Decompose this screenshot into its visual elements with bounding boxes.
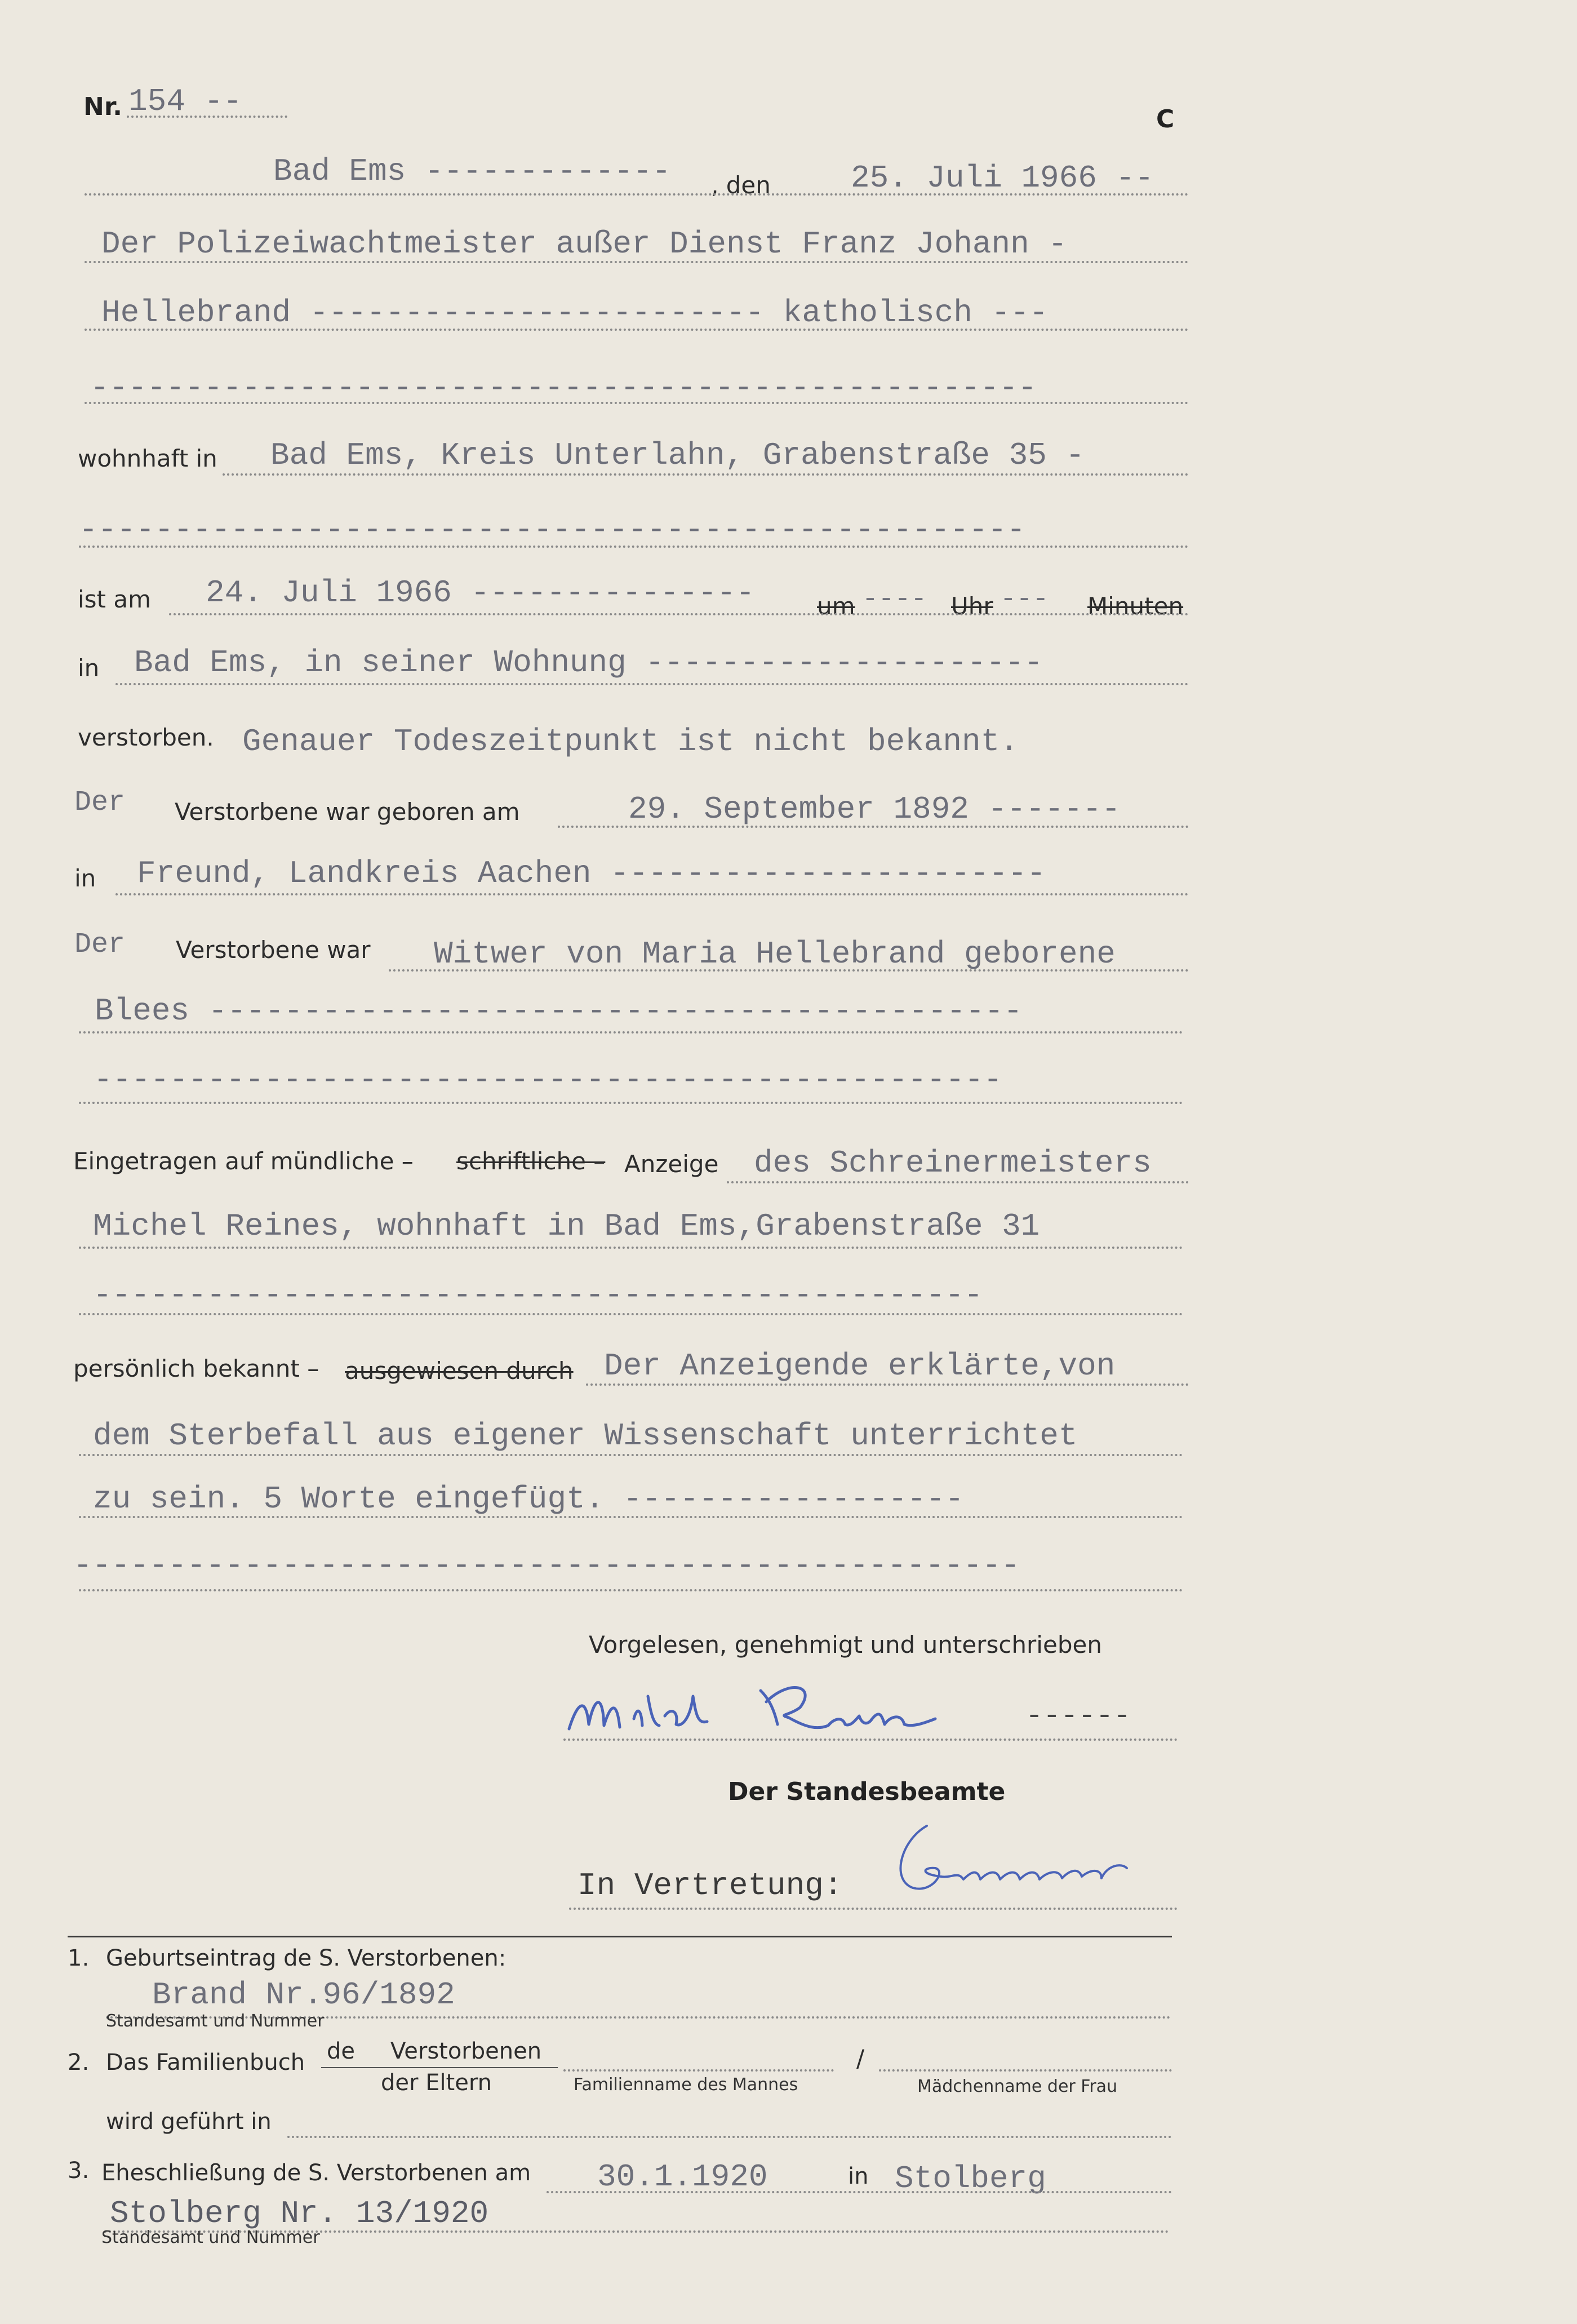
item3-in-label: in [848,2163,869,2189]
dotted-line [563,1738,1178,1741]
um-label-struck: um [817,592,855,620]
birth-value: 29. September 1892 ------- [628,791,1121,827]
date-label: , den [711,171,771,199]
dotted-line [79,1102,1183,1104]
item1-caption: Standesamt und Nummer [106,2011,325,2031]
item2-label: Das Familienbuch [106,2050,305,2075]
dotted-line [85,193,1189,196]
dotted-line [79,1454,1183,1456]
status-label: Verstorbene war [176,936,371,964]
dotted-line [85,402,1189,404]
nr-label: Nr. [83,92,122,121]
dotted-line [558,826,1189,828]
deceased-line-2: Hellebrand ------------------------ katholisch --- [101,295,1049,331]
dotted-line [79,1031,1183,1034]
item3-value: Stolberg Nr. 13/1920 [110,2196,489,2232]
item2-slash: / [856,2044,865,2072]
deceased-line-3: -------------------------------------------------- [90,370,1037,406]
item2-parents-option: der Eltern [381,2070,492,2096]
status-prefix: Der [74,929,126,961]
item1-number: 1. [68,1945,90,1971]
dotted-line [79,1589,1183,1591]
dotted-line [79,1247,1183,1249]
dotted-line [879,2069,1172,2072]
known-cont-1: dem Sterbefall aus eigener Wissenschaft unterrichtet [93,1418,1078,1454]
birth-in-label: in [74,864,96,892]
dotted-line [287,2136,1172,2138]
place-value: Bad Ems ------------- [273,153,671,189]
residence-value: Bad Ems, Kreis Unterlahn, Grabenstraße 35 - [270,437,1085,473]
footer-rule [68,1936,1172,1937]
item2-de: de [327,2038,355,2064]
deputy-label: In Vertretung: [578,1868,843,1904]
dotted-line [547,2191,1172,2193]
dotted-line [569,1908,1178,1910]
known-cont-3: -------------------------------------------------- [73,1547,1020,1584]
item1-value: Brand Nr.96/1892 [152,1977,455,2013]
item1-label: Geburtseintrag de S. Verstorbenen: [106,1945,507,1971]
report-cont-1: Michel Reines, wohnhaft in Bad Ems,Grabenstraße 31 [93,1208,1040,1244]
dash-fill: ---- [862,584,927,615]
status-cont-1: Blees ------------------------------------------- [95,993,1023,1029]
dotted-line [169,613,1189,615]
item2-kept-label: wird geführt in [106,2109,272,2135]
item2-caption-husband: Familienname des Mannes [574,2075,798,2095]
item3-caption: Standesamt und Nummer [101,2228,320,2247]
dotted-line [727,1181,1189,1183]
informant-signature [563,1662,1025,1747]
dotted-line [85,261,1189,263]
birth-in-value: Freund, Landkreis Aachen ----------------------- [137,855,1046,892]
report-value: des Schreinermeisters [754,1145,1152,1181]
item2-deceased-option: Verstorbenen [390,2038,542,2064]
died-on-label: ist am [78,586,152,613]
dotted-line [85,329,1189,331]
dotted-line [389,969,1189,972]
registrar-signature [879,1817,1183,1902]
known-label: persönlich bekannt – [73,1355,319,1382]
dotted-line [223,473,1189,476]
dotted-line [79,1313,1183,1315]
deceased-line-1: Der Polizeiwachtmeister außer Dienst Franz Johann - [101,226,1067,262]
item2-number: 2. [68,2050,90,2075]
date-value: 25. Juli 1966 -- [851,160,1154,196]
residence-cont: -------------------------------------------------- [79,512,1026,548]
known-cont-2: zu sein. 5 Worte eingefügt. ------------------ [93,1481,964,1517]
died-label: verstorben. [78,724,214,751]
fraction-bar [321,2067,558,2068]
birth-label: Verstorbene war geboren am [175,798,520,826]
report-anzeige-label: Anzeige [624,1150,719,1178]
report-label: Eingetragen auf mündliche – [73,1147,414,1175]
minuten-label-struck: Minuten [1087,592,1184,620]
item3-label: Eheschließung de S. Verstorbenen am [101,2160,531,2186]
status-cont-2: ------------------------------------------------ [94,1062,1003,1098]
corner-letter: C [1156,105,1175,134]
dash-fill: --- [1000,584,1049,615]
report-cont-2: ----------------------------------------------- [93,1277,983,1313]
died-in-label: in [78,654,100,682]
birth-prefix: Der [74,787,126,819]
died-note: Genauer Todeszeitpunkt ist nicht bekannt. [242,724,1019,760]
registrar-label: Der Standesbeamte [728,1777,1006,1806]
dotted-line [563,2069,834,2072]
item3-number: 3. [68,2158,90,2184]
item2-caption-wife: Mädchenname der Frau [917,2077,1118,2096]
known-label-struck: ausgewiesen durch [345,1357,574,1385]
informant-dashes: ------ [1025,1700,1131,1733]
report-label-struck: schriftliche – [456,1147,606,1175]
dotted-line [586,1383,1189,1386]
died-on-value: 24. Juli 1966 --------------- [206,575,755,611]
dotted-line [79,1516,1183,1518]
item3-place: Stolberg [895,2161,1046,2197]
dotted-line [116,893,1189,895]
died-in-value: Bad Ems, in seiner Wohnung --------------------- [134,645,1043,681]
uhr-label-struck: Uhr [951,592,993,620]
read-approved-label: Vorgelesen, genehmigt und unterschrieben [589,1631,1102,1658]
nr-dotted-line [127,116,287,118]
known-value: Der Anzeigende erklärte,von [604,1348,1116,1384]
status-value: Witwer von Maria Hellebrand geborene [434,936,1116,972]
item3-date: 30.1.1920 [597,2159,768,2195]
residence-label: wohnhaft in [78,445,217,472]
dotted-line [116,683,1189,685]
nr-value: 154 -- [128,83,242,119]
dotted-line [79,545,1189,548]
